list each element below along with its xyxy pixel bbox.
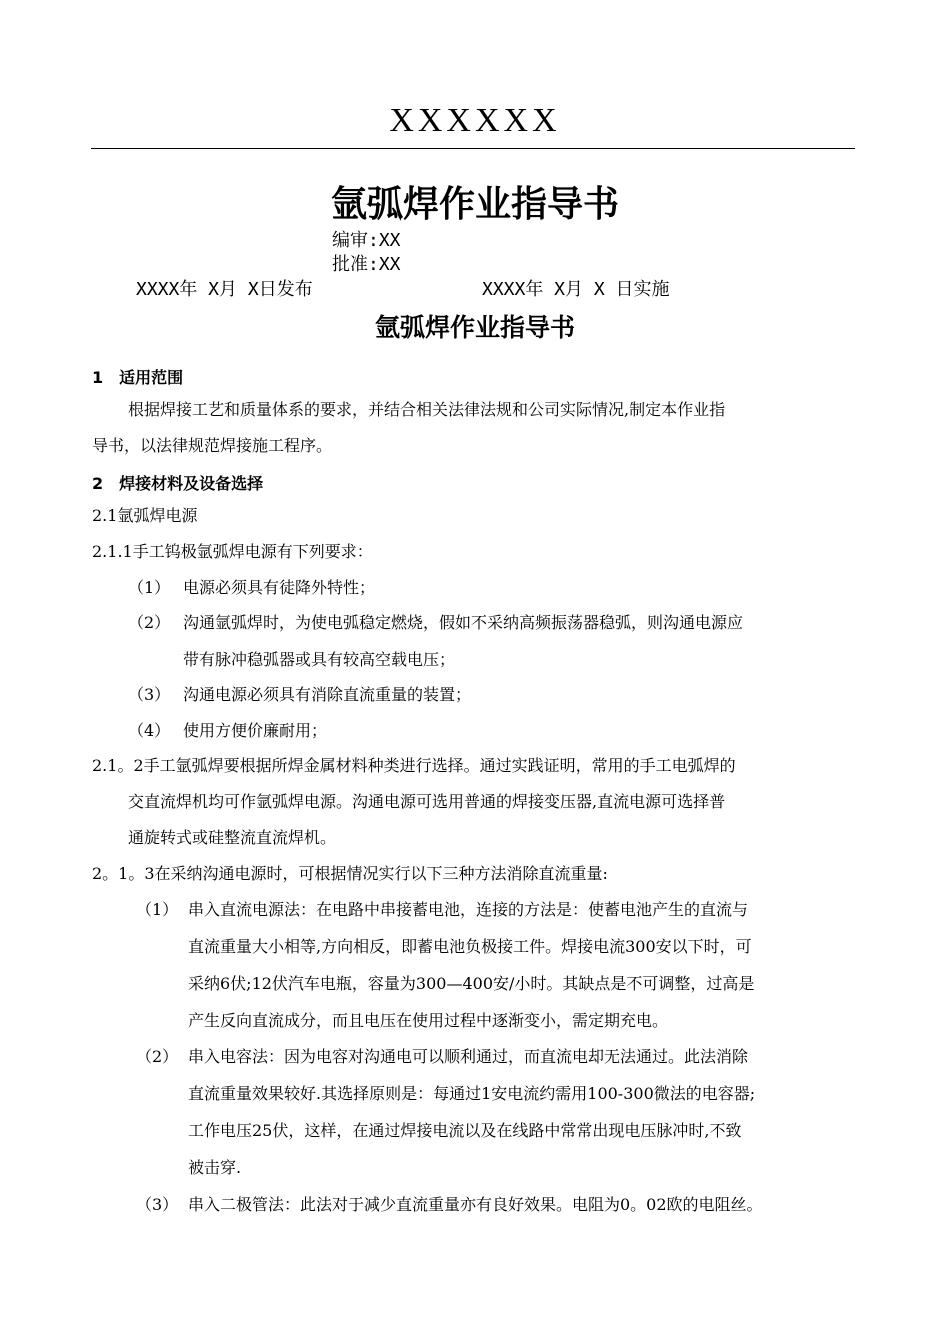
method-line: 直流重量大小相等,方向相反，即蓄电池负极接工件。焊接电流300安以下时，可 [188, 937, 752, 956]
header-rule [91, 148, 855, 149]
company-name: XXXXXX [389, 102, 561, 139]
method-line: 串入电容法：因为电容对沟通电可以顺利通过，而直流电却无法通过。此法消除 [188, 1047, 749, 1066]
list-number: （2） [136, 1047, 179, 1066]
list-item: 使用方便价廉耐用； [183, 721, 328, 740]
method-line: 产生反向直流成分，而且电压在使用过程中逐渐变小，需定期充电。 [188, 1011, 669, 1030]
list-item-continuation: 带有脉冲稳弧器或具有较高空载电压； [183, 650, 456, 669]
document-title: 氩弧焊作业指导书 [374, 313, 575, 342]
list-item: 沟通电源必须具有消除直流重量的装置； [183, 685, 472, 704]
subsection-2-1-1: 2.1.1手工钨极氩弧焊电源有下列要求： [92, 542, 373, 561]
subsection-2-1-2-continuation: 交直流焊机均可作氩弧焊电源。沟通电源可选用普通的焊接变压器,直流电源可选择普 [128, 792, 726, 811]
method-line: 直流重量效果较好.其选择原则是：每通过1安电流约需用100-300微法的电容器; [188, 1084, 756, 1103]
publish-date: XXXX年 X月 X日发布 [136, 279, 313, 300]
section-1-paragraph-line: 导书，以法律规范焊接施工程序。 [92, 436, 333, 455]
list-number: （4） [128, 721, 171, 740]
editor-line: 编审:XX [332, 230, 401, 251]
approver-line: 批准:XX [332, 254, 401, 275]
cover-title: 氩弧焊作业指导书 [330, 184, 619, 225]
section-2-heading: 2 焊接材料及设备选择 [92, 474, 264, 493]
subsection-2-1-2-continuation: 通旋转式或硅整流直流焊机。 [128, 828, 337, 847]
list-item: 沟通氩弧焊时，为使电弧稳定燃烧，假如不采纳高频振荡器稳弧，则沟通电源应 [183, 613, 744, 632]
list-number: （1） [128, 578, 171, 597]
section-1-paragraph-line: 根据焊接工艺和质量体系的要求，并结合相关法律法规和公司实际情况,制定本作业指 [128, 400, 726, 419]
list-number: （3） [136, 1195, 179, 1214]
list-number: （2） [128, 613, 171, 632]
effective-date: XXXX年 X月 X 日实施 [482, 279, 670, 300]
method-line: 工作电压25伏，这样，在通过焊接电流以及在线路中常常出现电压脉冲时,不致 [188, 1121, 742, 1140]
method-line: 串入二极管法：此法对于减少直流重量亦有良好效果。电阻为0。02欧的电阻丝。 [188, 1195, 763, 1214]
list-number: （1） [136, 900, 179, 919]
subsection-2-1: 2.1氩弧焊电源 [92, 506, 198, 525]
method-line: 串入直流电源法：在电路中串接蓄电池，连接的方法是：使蓄电池产生的直流与 [188, 900, 749, 919]
subsection-2-1-3: 2。1。3在采纳沟通电源时，可根据情况实行以下三种方法消除直流重量: [92, 864, 608, 883]
subsection-2-1-2: 2.1。2手工氩弧焊要根据所焊金属材料种类进行选择。通过实践证明，常用的手工电弧焊的 [92, 756, 736, 775]
list-number: （3） [128, 685, 171, 704]
list-item: 电源必须具有徒降外特性； [183, 578, 376, 597]
section-1-heading: 1 适用范围 [92, 368, 184, 387]
method-line: 被击穿. [188, 1158, 242, 1177]
method-line: 采纳6伏;12伏汽车电瓶，容量为300—400安/小时。其缺点是不可调整，过高是 [188, 974, 755, 993]
